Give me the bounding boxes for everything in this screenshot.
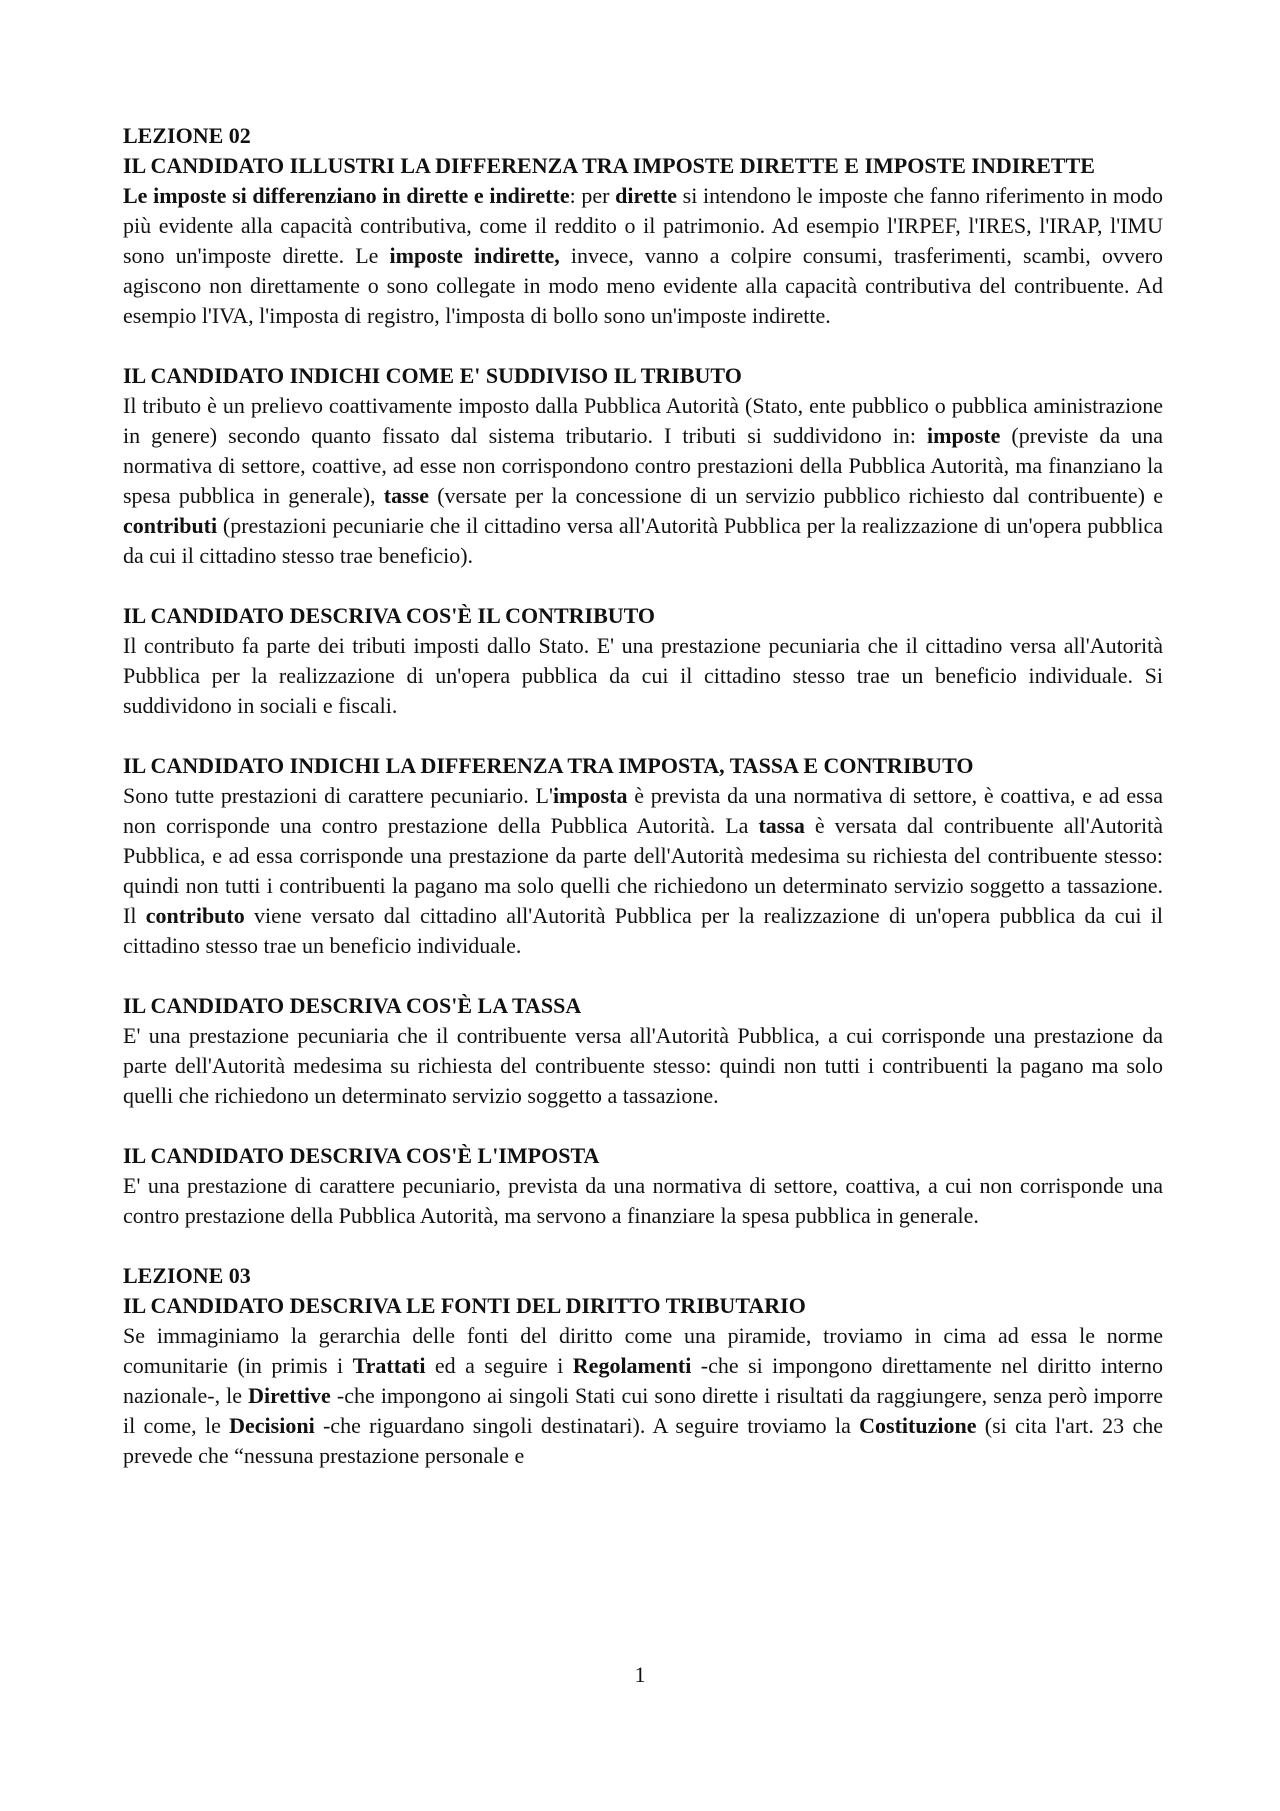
bold-term: tasse xyxy=(383,483,429,508)
section-paragraph xyxy=(123,1021,1163,1111)
bold-term: Le imposte si differenziano in dirette e indirette xyxy=(123,183,570,208)
text-run: E' una prestazione di carattere pecuniario, prevista da una normativa di settore, coattiva, a cui non corrisponde una contro prestazione della Pubblica Autorità, ma servono a finanziare la spesa pubblica in generale. xyxy=(123,1173,1163,1228)
section-contributo xyxy=(123,601,1163,721)
lesson-title: LEZIONE 02 xyxy=(123,123,251,148)
text-run: (previste da una normativa di settore, coattive, ad esse non corrispondono contro prestazioni della Pubblica Autorità, ma finanziano la spesa pubblica in generale), xyxy=(123,423,1164,508)
text-run: Il tributo è un prelievo coattivamente imposto dalla Pubblica Autorità (Stato, ente pubblico o pubblica aministrazione in genere) secondo quanto fissato dal sistema tributario. I tributi si suddividono in: xyxy=(123,393,1163,448)
section-heading: IL CANDIDATO DESCRIVA COS'È LA TASSA xyxy=(123,993,582,1018)
text-run: è versata dal contribuente all'Autorità Pubblica, e ad essa corrisponde una prestazione da parte dell'Autorità medesima su richiesta del contribuente stesso: quindi non tutti i contribuenti la pagano ma solo quelli che richiedono un determinato servizio soggetto a tassazione. Il xyxy=(123,813,1163,928)
text-run: (si cita l'art. 23 che prevede che “nessuna prestazione personale e xyxy=(123,1413,1163,1468)
bold-term: Direttive xyxy=(248,1383,331,1408)
bold-term: dirette xyxy=(615,183,678,208)
section-paragraph xyxy=(123,1321,1163,1471)
section-lezione-02-imposte-dirette-indirette xyxy=(123,121,1163,331)
text-run: invece, vanno a colpire consumi, trasferimenti, scambi, ovvero agiscono non direttamente o sono collegate in modo meno evidente alla capacità contributiva del contribuente. Ad esempio l'IVA, l'imposta di registro, l'imposta di bollo sono un'imposte indirette. xyxy=(123,243,1163,328)
bold-term: contributi xyxy=(123,513,218,538)
bold-term: imposte indirette, xyxy=(389,243,560,268)
text-run: (versate per la concessione di un servizio pubblico richiesto dal contribuente) e xyxy=(428,483,1163,508)
bold-term: tassa xyxy=(758,813,805,838)
text-run: -che impongono ai singoli Stati cui sono dirette i risultati da raggiungere, senza però imporre il come, le xyxy=(123,1383,1163,1438)
section-paragraph xyxy=(123,631,1163,721)
section-paragraph xyxy=(123,1171,1163,1231)
document-page xyxy=(123,121,1163,1471)
section-imposta xyxy=(123,1141,1163,1231)
section-heading: IL CANDIDATO DESCRIVA LE FONTI DEL DIRITTO TRIBUTARIO xyxy=(123,1293,806,1318)
text-run: -che riguardano singoli destinatari). A seguire troviamo la xyxy=(314,1413,860,1438)
bold-term: Costituzione xyxy=(859,1413,977,1438)
section-differenza-imposta-tassa-contributo xyxy=(123,751,1163,961)
text-run: Il contributo fa parte dei tributi imposti dallo Stato. E' una prestazione pecuniaria che il cittadino versa all'Autorità Pubblica per la realizzazione di un'opera pubblica da cui il cittadino stesso trae un beneficio individuale. Si suddividono in sociali e fiscali. xyxy=(123,633,1163,718)
text-run: ed a seguire i xyxy=(425,1353,573,1378)
bold-term: Regolamenti xyxy=(572,1353,692,1378)
text-run: : per xyxy=(569,183,616,208)
text-run: -che si impongono direttamente nel diritto interno nazionale-, le xyxy=(123,1353,1163,1408)
section-tassa xyxy=(123,991,1163,1111)
text-run: E' una prestazione pecuniaria che il contribuente versa all'Autorità Pubblica, a cui corrisponde una prestazione da parte dell'Autorità medesima su richiesta del contribuente stesso: quindi non tutti i contribuenti la pagano ma solo quelli che richiedono un determinato servizio soggetto a tassazione. xyxy=(123,1023,1163,1108)
section-paragraph xyxy=(123,181,1163,331)
section-paragraph xyxy=(123,781,1163,961)
text-run: Sono tutte prestazioni di carattere pecuniario. L' xyxy=(123,783,553,808)
section-paragraph xyxy=(123,391,1163,571)
section-heading: IL CANDIDATO ILLUSTRI LA DIFFERENZA TRA IMPOSTE DIRETTE E IMPOSTE INDIRETTE xyxy=(123,153,1095,178)
text-run: Se immaginiamo la gerarchia delle fonti del diritto come una piramide, troviamo in cima ad essa le norme comunitarie (in primis i xyxy=(123,1323,1163,1378)
text-run: viene versato dal cittadino all'Autorità Pubblica per la realizzazione di un'opera pubblica da cui il cittadino stesso trae un beneficio individuale. xyxy=(123,903,1163,958)
bold-term: imposte xyxy=(927,423,1001,448)
bold-term: Decisioni xyxy=(229,1413,315,1438)
section-heading: IL CANDIDATO INDICHI COME E' SUDDIVISO IL TRIBUTO xyxy=(123,363,742,388)
section-heading: IL CANDIDATO INDICHI LA DIFFERENZA TRA IMPOSTA, TASSA E CONTRIBUTO xyxy=(123,753,974,778)
section-lezione-03-fonti-diritto-tributario xyxy=(123,1261,1163,1471)
lesson-title: LEZIONE 03 xyxy=(123,1263,251,1288)
text-run: è prevista da una normativa di settore, è coattiva, e ad essa non corrisponde una contro prestazione della Pubblica Autorità. La xyxy=(123,783,1163,838)
section-heading: IL CANDIDATO DESCRIVA COS'È L'IMPOSTA xyxy=(123,1143,600,1168)
section-heading: IL CANDIDATO DESCRIVA COS'È IL CONTRIBUTO xyxy=(123,603,656,628)
bold-term: contributo xyxy=(145,903,245,928)
page-number: 1 xyxy=(634,1662,646,1687)
bold-term: Trattati xyxy=(352,1353,426,1378)
text-run: si intendono le imposte che fanno riferimento in modo più evidente alla capacità contributiva, come il reddito o il patrimonio. Ad esempio l'IRPEF, l'IRES, l'IRAP, l'IMU sono un'imposte dirette. Le xyxy=(123,183,1163,268)
section-suddivisione-tributo xyxy=(123,361,1163,571)
bold-term: imposta xyxy=(552,783,628,808)
text-run: (prestazioni pecuniarie che il cittadino versa all'Autorità Pubblica per la realizzazione di un'opera pubblica da cui il cittadino stesso trae beneficio). xyxy=(123,513,1163,568)
